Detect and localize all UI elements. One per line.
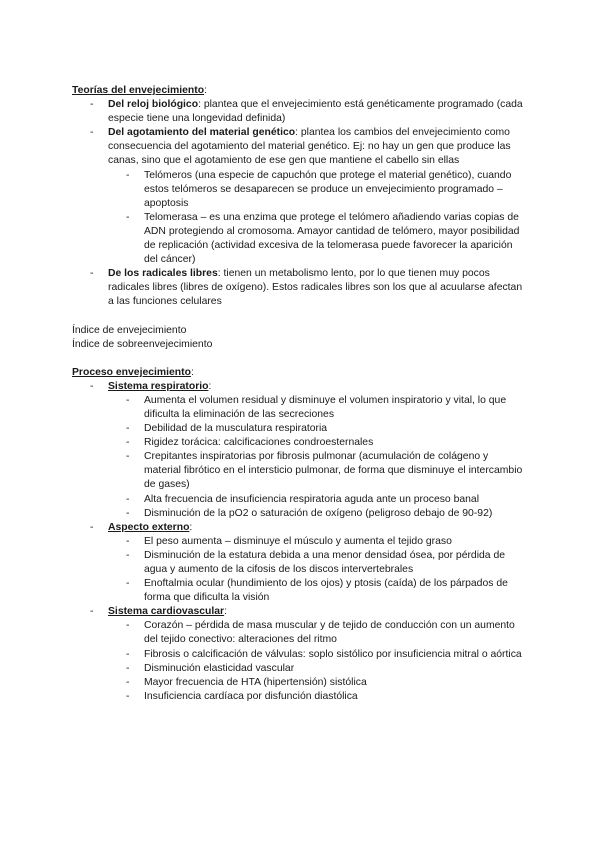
item-head: Del reloj biológico bbox=[108, 99, 199, 111]
sub-list-item: - Disminución elasticidad vascular bbox=[108, 662, 528, 676]
sub-list-item: - El peso aumenta – disminuye el músculo y aumenta el tejido graso bbox=[108, 535, 528, 549]
list-item-aspecto bbox=[72, 521, 528, 606]
list-item bbox=[72, 98, 528, 126]
sub-list-item: - Mayor frecuencia de HTA (hipertensión) sistólica bbox=[108, 676, 528, 690]
item-head: Aspecto externo bbox=[108, 521, 190, 533]
section-title-text: Proceso envejecimiento bbox=[72, 366, 191, 378]
item-colon: : bbox=[208, 380, 212, 392]
sub-list-item: - Debilidad de la musculatura respiratoria bbox=[108, 422, 528, 436]
item-head: Del agotamiento del material genético bbox=[108, 127, 296, 139]
index-line: Índice de sobreenvejecimiento bbox=[72, 338, 213, 350]
document-page bbox=[72, 84, 528, 704]
sub-list-item: - Telomerasa – es una enzima que protege el telómero añadiendo varias copias de ADN protegiendo al cromosoma. Amayor cantidad de telómero, mayor posibilidad de replicación (actividad excesiva de la telomerasa puede favorecer la aparición del cáncer) bbox=[108, 211, 528, 267]
sublist bbox=[108, 394, 528, 521]
list-item bbox=[72, 267, 528, 309]
item-head: De los radicales libres bbox=[108, 268, 218, 280]
item-text: : plantea los cambios del envejecimiento como consecuencia del agotamiento del material genético. Ej: no hay un gen que produce las canas, sino que el agotamiento de ese gen que mantiene el cabello sin ellas bbox=[108, 127, 511, 167]
item-text: : plantea que el envejecimiento está genéticamente programado (cada especie tiene una longevidad definida) bbox=[108, 99, 523, 125]
item-colon: : bbox=[224, 606, 227, 618]
sub-list-item: - Rigidez torácica: calcificaciones condroesternales bbox=[108, 436, 528, 450]
sub-list-item: - Corazón – pérdida de masa muscular y de tejido de conducción con un aumento del tejido conectivo: alteraciones del ritmo bbox=[108, 619, 528, 647]
proceso-list bbox=[72, 380, 528, 704]
section-title-text: Teorías del envejecimiento bbox=[72, 85, 205, 96]
section-title-colon: : bbox=[204, 85, 207, 96]
index-line: Índice de envejecimiento bbox=[72, 324, 187, 336]
sub-list-item: - Aumenta el volumen residual y disminuye el volumen inspiratorio y vital, lo que dificulta la eliminación de las secreciones bbox=[108, 394, 528, 422]
item-head: Sistema respiratorio bbox=[108, 380, 209, 392]
sub-list-item: - Disminución de la pO2 o saturación de oxígeno (peligroso debajo de 90-92) bbox=[108, 507, 528, 521]
list-item-respiratorio bbox=[72, 380, 528, 521]
sublist bbox=[108, 535, 528, 605]
sub-list-item: - Enoftalmia ocular (hundimiento de los ojos) y ptosis (caída) de los párpados de forma que dificulta la visión bbox=[108, 577, 528, 605]
sub-list-item: - Insuficiencia cardíaca por disfunción diastólica bbox=[108, 690, 528, 704]
sublist bbox=[108, 169, 528, 268]
sub-list-item: - Disminución de la estatura debida a una menor densidad ósea, por pérdida de agua y aumento de la cifosis de los discos intervertebrales bbox=[108, 549, 528, 577]
section-title-teorias bbox=[72, 84, 528, 98]
section-title-proceso bbox=[72, 366, 528, 380]
sub-list-item: - Telómeros (una especie de capuchón que protege el material genético), cuando estos telómeros se desaparecen se produce un envejecimiento programado – apoptosis bbox=[108, 169, 528, 211]
sublist bbox=[108, 619, 528, 704]
list-item-cardiovascular bbox=[72, 605, 528, 704]
list-item bbox=[72, 126, 528, 267]
sub-list-item: - Alta frecuencia de insuficiencia respiratoria aguda ante un proceso banal bbox=[108, 493, 528, 507]
item-text: : tienen un metabolismo lento, por lo que tienen muy pocos radicales libres (libres de oxígeno). Estos radicales libres son los que al acuularse afectan a las funciones celulares bbox=[108, 268, 523, 308]
sub-list-item: - Crepitantes inspiratorias por fibrosis pulmonar (acumulación de colágeno y material fibrótico en el intersticio pulmonar, de forma que disminuye el intercambio de gases) bbox=[108, 450, 528, 492]
sub-list-item: - Fibrosis o calcificación de válvulas: soplo sistólico por insuficiencia mitral o aórtica bbox=[108, 648, 528, 662]
item-head: Sistema cardiovascular bbox=[108, 606, 225, 618]
section-title-colon: : bbox=[190, 366, 194, 378]
item-colon: : bbox=[189, 521, 193, 533]
teorias-list bbox=[72, 98, 528, 309]
